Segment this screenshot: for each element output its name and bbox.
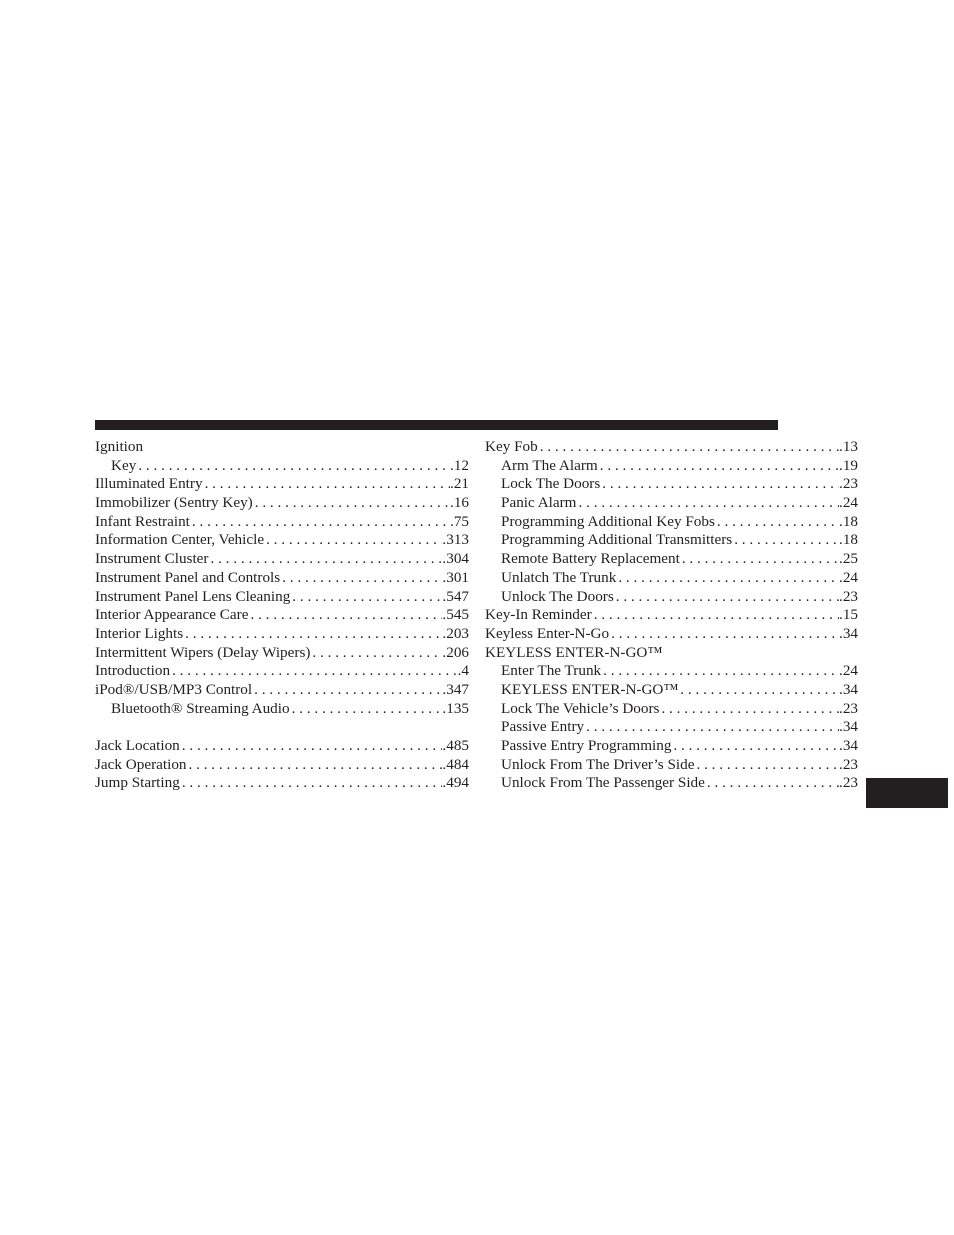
entry-page-number: .23	[839, 699, 858, 717]
index-entry	[95, 550, 469, 569]
index-entry	[95, 569, 469, 588]
entry-page-number: .24	[839, 494, 858, 512]
entry-label: Lock The Doors	[501, 475, 601, 493]
entry-page-number: .15	[839, 606, 858, 624]
index-subentry	[485, 550, 858, 569]
index-column-right	[485, 438, 858, 793]
entry-label: Immobilizer (Sentry Key)	[95, 494, 253, 512]
index-entry	[485, 644, 858, 663]
entry-label: Instrument Panel Lens Cleaning	[95, 587, 291, 605]
entry-page-number: .301	[442, 568, 469, 586]
dot-leader	[253, 494, 450, 513]
index-entry	[485, 438, 858, 457]
entry-page-number: .12	[450, 456, 469, 474]
dot-leader	[598, 457, 839, 476]
dot-leader	[732, 531, 839, 550]
entry-label: Programming Additional Transmitters	[501, 531, 733, 549]
dot-leader	[180, 774, 443, 793]
index-entry	[95, 588, 469, 607]
entry-page-number: .34	[839, 624, 858, 642]
entry-label: Enter The Trunk	[501, 662, 602, 680]
dot-leader	[208, 550, 442, 569]
entry-page-number: .34	[839, 680, 858, 698]
entry-page-number: .484	[442, 755, 469, 773]
entry-label: Programming Additional Key Fobs	[501, 512, 715, 530]
dot-leader	[680, 550, 839, 569]
entry-page-number: .23	[839, 475, 858, 493]
entry-page-number: .18	[839, 512, 858, 530]
dot-leader	[678, 681, 839, 700]
entry-label: KEYLESS ENTER-N-GO™	[501, 680, 679, 698]
index-subentry	[485, 494, 858, 513]
entry-label: Keyless Enter-N-Go	[485, 624, 610, 642]
index-entry	[95, 531, 469, 550]
index-entry	[95, 737, 469, 756]
entry-page-number: .25	[839, 550, 858, 568]
dot-leader	[671, 737, 839, 756]
entry-page-number: .547	[442, 587, 469, 605]
index-entry	[95, 475, 469, 494]
entry-page-number: .19	[839, 456, 858, 474]
entry-label: Panic Alarm	[501, 494, 577, 512]
dot-leader	[187, 756, 443, 775]
index-subentry	[485, 681, 858, 700]
index-subentry	[485, 737, 858, 756]
entry-page-number: .34	[839, 718, 858, 736]
entry-page-number: .545	[442, 606, 469, 624]
entry-page-number: .4	[457, 662, 469, 680]
entry-label: Infant Restraint	[95, 512, 190, 530]
index-subentry	[485, 756, 858, 775]
index-subentry	[485, 457, 858, 476]
index-entry	[485, 625, 858, 644]
entry-page-number: .206	[442, 643, 469, 661]
entry-label: Unlock The Doors	[501, 587, 614, 605]
entry-label: Illuminated Entry	[95, 475, 203, 493]
index-subentry	[485, 475, 858, 494]
entry-label: Lock The Vehicle’s Doors	[501, 699, 660, 717]
entry-label: Interior Appearance Care	[95, 606, 249, 624]
dot-leader	[180, 737, 443, 756]
index-entry	[485, 606, 858, 625]
index-entry	[95, 438, 469, 457]
entry-label: Introduction	[95, 662, 171, 680]
dot-leader	[136, 457, 450, 476]
dot-leader	[183, 625, 442, 644]
index-entry	[95, 774, 469, 793]
dot-leader	[592, 606, 839, 625]
dot-leader	[170, 662, 458, 681]
entry-page-number: .75	[450, 512, 469, 530]
entry-label: Key Fob	[485, 438, 538, 455]
index-subentry	[485, 588, 858, 607]
entry-label: KEYLESS ENTER-N-GO™	[485, 643, 663, 661]
entry-page-number: .24	[839, 662, 858, 680]
index-subentry	[95, 457, 469, 476]
entry-page-number: .203	[442, 624, 469, 642]
index-spacer	[95, 718, 469, 737]
entry-label: Unlatch The Trunk	[501, 568, 617, 586]
entry-label: Unlock From The Passenger Side	[501, 774, 705, 792]
entry-page-number: .135	[442, 699, 469, 717]
entry-label: Ignition	[95, 438, 144, 455]
index-subentry	[485, 718, 858, 737]
index-entry	[95, 513, 469, 532]
entry-label: iPod®/USB/MP3 Control	[95, 680, 253, 698]
dot-leader	[248, 606, 442, 625]
entry-label: Remote Battery Replacement	[501, 550, 680, 568]
entry-page-number: .16	[450, 494, 469, 512]
entry-label: Interior Lights	[95, 624, 184, 642]
entry-label: Jack Location	[95, 737, 180, 754]
entry-page-number: .24	[839, 568, 858, 586]
entry-page-number: .34	[839, 737, 858, 754]
entry-page-number: .18	[839, 531, 858, 549]
dot-leader	[203, 475, 450, 494]
entry-page-number: .13	[839, 438, 858, 455]
dot-leader	[614, 588, 839, 607]
entry-page-number: .347	[442, 680, 469, 698]
entry-label: Arm The Alarm	[501, 456, 598, 474]
dot-leader	[616, 569, 839, 588]
index-entry	[95, 625, 469, 644]
dot-leader	[659, 700, 839, 719]
entry-label: Passive Entry	[501, 718, 585, 736]
index-entry	[95, 662, 469, 681]
entry-page-number: .23	[839, 587, 858, 605]
entry-label: Jump Starting	[95, 774, 180, 792]
entry-label: Bluetooth® Streaming Audio	[111, 699, 290, 717]
index-column-left	[95, 438, 469, 793]
index-subentry	[95, 700, 469, 719]
index-entry	[95, 644, 469, 663]
entry-label: Information Center, Vehicle	[95, 531, 265, 549]
entry-label: Jack Operation	[95, 755, 187, 773]
entry-page-number: .494	[442, 774, 469, 792]
dot-leader	[600, 475, 839, 494]
index-entry	[95, 756, 469, 775]
entry-label: Passive Entry Programming	[501, 737, 672, 754]
dot-leader	[577, 494, 840, 513]
dot-leader	[252, 681, 442, 700]
index-subentry	[485, 662, 858, 681]
dot-leader	[705, 774, 839, 793]
entry-label: Instrument Cluster	[95, 550, 209, 568]
entry-page-number: .304	[442, 550, 469, 568]
index-entry	[95, 494, 469, 513]
index-entry	[95, 681, 469, 700]
index-entry	[95, 606, 469, 625]
entry-page-number: .23	[839, 774, 858, 792]
entry-page-number: .485	[442, 737, 469, 754]
dot-leader	[310, 644, 442, 663]
index-subentry	[485, 513, 858, 532]
entry-label: Key-In Reminder	[485, 606, 592, 624]
dot-leader	[694, 756, 839, 775]
entry-page-number: .313	[442, 531, 469, 549]
dot-leader	[715, 513, 839, 532]
dot-leader	[280, 569, 442, 588]
dot-leader	[538, 438, 839, 457]
dot-leader	[601, 662, 839, 681]
dot-leader	[584, 718, 839, 737]
entry-label: Instrument Panel and Controls	[95, 568, 281, 586]
entry-label: Key	[111, 456, 137, 474]
index-subentry	[485, 531, 858, 550]
dot-leader	[609, 625, 839, 644]
entry-label: Intermittent Wipers (Delay Wipers)	[95, 643, 311, 661]
section-tab-marker	[866, 778, 948, 808]
header-rule	[95, 420, 778, 430]
dot-leader	[264, 531, 442, 550]
entry-page-number: .21	[450, 475, 469, 493]
index-subentry	[485, 774, 858, 793]
index-subentry	[485, 700, 858, 719]
entry-page-number: .23	[839, 755, 858, 773]
dot-leader	[190, 513, 450, 532]
index-subentry	[485, 569, 858, 588]
entry-label: Unlock From The Driver’s Side	[501, 755, 695, 773]
dot-leader	[290, 700, 443, 719]
dot-leader	[290, 588, 442, 607]
